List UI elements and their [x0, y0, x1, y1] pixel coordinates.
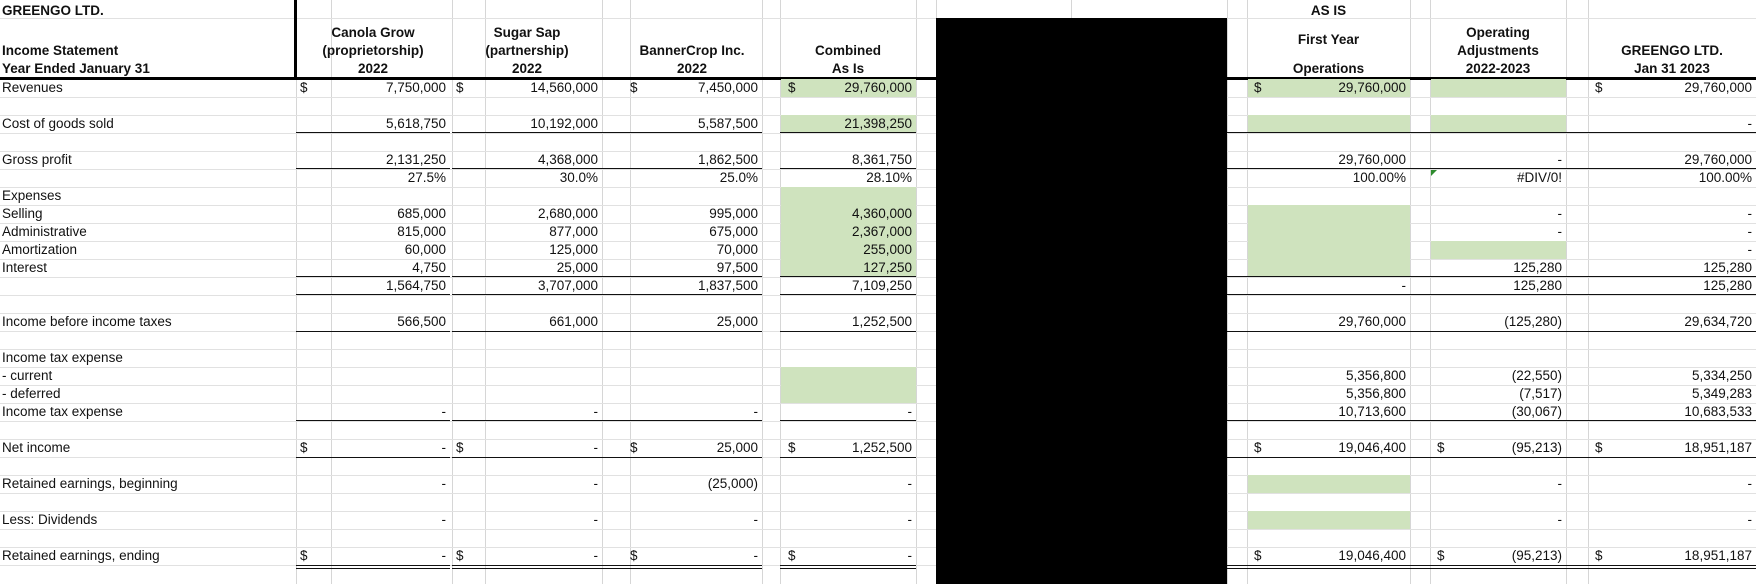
row-label-tax-total: Income tax expense: [2, 404, 123, 419]
double-underline: [780, 565, 916, 569]
greengo-tax-total-value[interactable]: 10,683,533: [1684, 404, 1752, 419]
sugar-admin-value[interactable]: 877,000: [549, 224, 598, 239]
opadj-ibt-value[interactable]: (125,280): [1504, 314, 1562, 329]
currency-symbol: $: [1595, 80, 1603, 95]
canola-gross-profit-value[interactable]: 2,131,250: [385, 152, 446, 167]
sugar-tax-total-value[interactable]: -: [593, 404, 598, 419]
total-underline: [602, 420, 762, 421]
total-underline: [296, 457, 450, 458]
total-underline: [602, 457, 762, 458]
currency-symbol: $: [630, 80, 638, 95]
currency-symbol: $: [630, 548, 638, 563]
canola-total-exp-value[interactable]: 1,564,750: [385, 278, 446, 293]
opadj-re-end-value[interactable]: (95,213): [1511, 548, 1562, 563]
canola-re-end-value[interactable]: -: [441, 548, 446, 563]
currency-symbol: $: [788, 440, 796, 455]
double-underline: [1227, 565, 1410, 569]
opadj-gross-profit-value[interactable]: -: [1557, 152, 1562, 167]
column-gridline: [602, 0, 603, 584]
banner-header-line: BannerCrop Inc.: [639, 43, 745, 58]
firstyear-net-income-value[interactable]: 19,046,400: [1338, 440, 1406, 455]
banner-tax-total-value[interactable]: -: [753, 404, 758, 419]
total-underline: [296, 294, 450, 295]
row-label-revenues: Revenues: [2, 80, 63, 95]
banner-cogs-value[interactable]: 5,587,500: [697, 116, 758, 131]
row-label-re-begin: Retained earnings, beginning: [2, 476, 178, 491]
combined-gross-profit-value[interactable]: 8,361,750: [851, 152, 912, 167]
currency-symbol: $: [1254, 440, 1262, 455]
firstyear-gross-profit-value[interactable]: 29,760,000: [1338, 152, 1406, 167]
combined-ibt-value[interactable]: 1,252,500: [851, 314, 912, 329]
greengo-net-income-value[interactable]: 18,951,187: [1684, 440, 1752, 455]
banner-re-end-value[interactable]: -: [753, 548, 758, 563]
row-label-cogs: Cost of goods sold: [2, 116, 114, 131]
total-underline: [602, 331, 762, 332]
total-underline: [1410, 168, 1566, 169]
total-underline: [1410, 276, 1566, 277]
total-underline: [296, 420, 450, 421]
row-label-expenses: Expenses: [2, 188, 62, 203]
error-flag-icon: [1431, 170, 1437, 176]
banner-interest-value[interactable]: 97,500: [716, 260, 758, 275]
total-underline: [1566, 331, 1756, 332]
greengo-ibt-value[interactable]: 29,634,720: [1684, 314, 1752, 329]
greengo-current-value[interactable]: 5,334,250: [1691, 368, 1752, 383]
currency-symbol: $: [300, 80, 308, 95]
input-cell-fill[interactable]: [781, 367, 916, 403]
sugar-ibt-value[interactable]: 661,000: [549, 314, 598, 329]
firstyear-revenues-value[interactable]: 29,760,000: [1338, 80, 1406, 95]
total-underline: [602, 294, 762, 295]
total-underline: [602, 276, 762, 277]
greengo-interest-value[interactable]: 125,280: [1703, 260, 1752, 275]
opadj-net-income-value[interactable]: (95,213): [1511, 440, 1562, 455]
canola-interest-value[interactable]: 4,750: [412, 260, 446, 275]
double-underline: [602, 565, 762, 569]
canola-tax-total-value[interactable]: -: [441, 404, 446, 419]
row-label-ibt: Income before income taxes: [2, 314, 172, 329]
sugar-net-income-value[interactable]: -: [593, 440, 598, 455]
column-gridline: [916, 0, 917, 584]
combined-header-line: As Is: [831, 61, 865, 76]
row-label-amort: Amortization: [2, 242, 78, 257]
total-underline: [780, 457, 916, 458]
row-gridline: [0, 133, 1756, 134]
total-underline: [780, 331, 916, 332]
opadj-selling-value[interactable]: -: [1557, 206, 1562, 221]
combined-dividends-value[interactable]: -: [907, 512, 912, 527]
sugar-header-line: 2022: [511, 61, 543, 76]
total-underline: [296, 132, 450, 133]
total-underline: [780, 276, 916, 277]
greengo-selling-value[interactable]: -: [1747, 206, 1752, 221]
total-underline: [780, 420, 916, 421]
canola-header-line: 2022: [357, 61, 389, 76]
firstyear-ibt-value[interactable]: 29,760,000: [1338, 314, 1406, 329]
double-underline: [452, 565, 602, 569]
banner-revenues-value[interactable]: 7,450,000: [697, 80, 758, 95]
opadj-header-line: Adjustments: [1457, 43, 1539, 58]
canola-admin-value[interactable]: 815,000: [397, 224, 446, 239]
input-cell-fill[interactable]: [1431, 115, 1566, 133]
redacted-block: [936, 18, 1227, 584]
combined-gp-pct-value[interactable]: 28.10%: [866, 170, 912, 185]
column-gridline: [1566, 0, 1567, 584]
greengo-gp-pct-value[interactable]: 100.00%: [1698, 170, 1752, 185]
combined-total-exp-value[interactable]: 7,109,250: [851, 278, 912, 293]
opadj-dividends-value[interactable]: -: [1557, 512, 1562, 527]
total-underline: [1227, 132, 1410, 133]
opadj-header-line: 2022-2023: [1465, 61, 1531, 76]
firstyear-gp-pct-value[interactable]: 100.00%: [1352, 170, 1406, 185]
banner-gp-pct-value[interactable]: 25.0%: [719, 170, 758, 185]
greengo-revenues-value[interactable]: 29,760,000: [1684, 80, 1752, 95]
canola-amort-value[interactable]: 60,000: [404, 242, 446, 257]
banner-net-income-value[interactable]: 25,000: [716, 440, 758, 455]
statement-period: Year Ended January 31: [2, 61, 150, 76]
sugar-total-exp-value[interactable]: 3,707,000: [537, 278, 598, 293]
statement-title: Income Statement: [2, 43, 119, 58]
canola-revenues-value[interactable]: 7,750,000: [385, 80, 446, 95]
sugar-selling-value[interactable]: 2,680,000: [537, 206, 598, 221]
total-underline: [780, 132, 916, 133]
currency-symbol: $: [300, 440, 308, 455]
row-label-re-end: Retained earnings, ending: [2, 548, 160, 563]
row-label-net-income: Net income: [2, 440, 71, 455]
opadj-gp-pct-value[interactable]: #DIV/0!: [1516, 170, 1562, 185]
row-gridline: [0, 295, 1756, 296]
total-underline: [296, 331, 450, 332]
combined-header-line: Combined: [815, 43, 881, 58]
sugar-gp-pct-value[interactable]: 30.0%: [559, 170, 598, 185]
total-underline: [1566, 168, 1756, 169]
canola-net-income-value[interactable]: -: [441, 440, 446, 455]
banner-selling-value[interactable]: 995,000: [709, 206, 758, 221]
total-underline: [1410, 132, 1566, 133]
row-label-deferred: - deferred: [2, 386, 61, 401]
canola-ibt-value[interactable]: 566,500: [397, 314, 446, 329]
row-label-selling: Selling: [2, 206, 43, 221]
opadj-tax-total-value[interactable]: (30,067): [1511, 404, 1562, 419]
input-cell-fill[interactable]: [1248, 475, 1410, 493]
sugar-header-line: Sugar Sap: [493, 25, 561, 40]
combined-amort-value[interactable]: 255,000: [863, 242, 912, 257]
column-gridline: [1227, 0, 1228, 584]
sugar-header-line: (partnership): [485, 43, 569, 58]
banner-dividends-value[interactable]: -: [753, 512, 758, 527]
canola-gp-pct-value[interactable]: 27.5%: [407, 170, 446, 185]
total-underline: [452, 457, 602, 458]
canola-dividends-value[interactable]: -: [441, 512, 446, 527]
total-underline: [452, 276, 602, 277]
greengo-header-line: Jan 31 2023: [1634, 61, 1710, 76]
row-gridline: [0, 421, 1756, 422]
total-underline: [1410, 457, 1566, 458]
total-underline: [1566, 294, 1756, 295]
total-underline: [452, 168, 602, 169]
row-label-gross-profit: Gross profit: [2, 152, 72, 167]
input-cell-fill[interactable]: [1248, 205, 1410, 277]
total-underline: [602, 168, 762, 169]
greengo-deferred-value[interactable]: 5,349,283: [1691, 386, 1752, 401]
combined-interest-value[interactable]: 127,250: [863, 260, 912, 275]
currency-symbol: $: [788, 80, 796, 95]
combined-revenues-value[interactable]: 29,760,000: [844, 80, 912, 95]
combined-selling-value[interactable]: 4,360,000: [851, 206, 912, 221]
total-underline: [780, 168, 916, 169]
firstyear-header-line: Operations: [1292, 61, 1365, 76]
input-cell-fill[interactable]: [1431, 79, 1566, 97]
currency-symbol: $: [300, 548, 308, 563]
total-underline: [1227, 457, 1410, 458]
opadj-total-exp-value[interactable]: 125,280: [1513, 278, 1562, 293]
opadj-re-begin-value[interactable]: -: [1557, 476, 1562, 491]
total-underline: [452, 294, 602, 295]
currency-symbol: $: [1254, 548, 1262, 563]
total-underline: [1227, 276, 1410, 277]
combined-cogs-value[interactable]: 21,398,250: [844, 116, 912, 131]
total-underline: [1566, 276, 1756, 277]
combined-re-begin-value[interactable]: -: [907, 476, 912, 491]
banner-ibt-value[interactable]: 25,000: [716, 314, 758, 329]
combined-tax-total-value[interactable]: -: [907, 404, 912, 419]
input-cell-fill[interactable]: [1248, 511, 1410, 529]
company-name: GREENGO LTD.: [2, 3, 104, 18]
opadj-admin-value[interactable]: -: [1557, 224, 1562, 239]
total-underline: [1227, 168, 1410, 169]
currency-symbol: $: [456, 440, 464, 455]
row-label-current: - current: [2, 368, 53, 383]
greengo-re-end-value[interactable]: 18,951,187: [1684, 548, 1752, 563]
greengo-total-exp-value[interactable]: 125,280: [1703, 278, 1752, 293]
total-underline: [1410, 331, 1566, 332]
greengo-gross-profit-value[interactable]: 29,760,000: [1684, 152, 1752, 167]
banner-amort-value[interactable]: 70,000: [716, 242, 758, 257]
currency-symbol: $: [788, 548, 796, 563]
row-label-admin: Administrative: [2, 224, 87, 239]
input-cell-fill[interactable]: [1248, 115, 1410, 133]
total-underline: [1227, 420, 1410, 421]
sugar-cogs-value[interactable]: 10,192,000: [530, 116, 598, 131]
column-gridline: [762, 0, 763, 584]
sugar-re-end-value[interactable]: -: [593, 548, 598, 563]
currency-symbol: $: [1437, 440, 1445, 455]
currency-symbol: $: [456, 548, 464, 563]
canola-cogs-value[interactable]: 5,618,750: [385, 116, 446, 131]
currency-symbol: $: [1254, 80, 1262, 95]
sugar-interest-value[interactable]: 25,000: [556, 260, 598, 275]
banner-header-line: 2022: [676, 61, 708, 76]
greengo-header-line: GREENGO LTD.: [1621, 43, 1723, 58]
opadj-current-value[interactable]: (22,550): [1511, 368, 1562, 383]
currency-symbol: $: [630, 440, 638, 455]
firstyear-deferred-value[interactable]: 5,356,800: [1345, 386, 1406, 401]
opadj-deferred-value[interactable]: (7,517): [1519, 386, 1562, 401]
canola-re-begin-value[interactable]: -: [441, 476, 446, 491]
total-underline: [296, 276, 450, 277]
sugar-revenues-value[interactable]: 14,560,000: [530, 80, 598, 95]
column-gridline: [1410, 0, 1411, 584]
total-underline: [1410, 420, 1566, 421]
currency-symbol: $: [1437, 548, 1445, 563]
canola-selling-value[interactable]: 685,000: [397, 206, 446, 221]
sugar-gross-profit-value[interactable]: 4,368,000: [537, 152, 598, 167]
firstyear-current-value[interactable]: 5,356,800: [1345, 368, 1406, 383]
input-cell-fill[interactable]: [1431, 241, 1566, 259]
combined-re-end-value[interactable]: -: [907, 548, 912, 563]
row-gridline: [0, 493, 1756, 494]
opadj-header-line: Operating: [1466, 25, 1530, 40]
firstyear-header-line: First Year: [1297, 32, 1360, 47]
sugar-amort-value[interactable]: 125,000: [549, 242, 598, 257]
currency-symbol: $: [1595, 548, 1603, 563]
row-label-interest: Interest: [2, 260, 48, 275]
canola-header-line: Canola Grow: [331, 25, 415, 40]
row-label-dividends: Less: Dividends: [2, 512, 98, 527]
total-underline: [296, 168, 450, 169]
canola-header-line: (proprietorship): [322, 43, 424, 58]
total-underline: [452, 331, 602, 332]
opadj-interest-value[interactable]: 125,280: [1513, 260, 1562, 275]
sugar-re-begin-value[interactable]: -: [593, 476, 598, 491]
total-underline: [452, 132, 602, 133]
greengo-cogs-value[interactable]: -: [1747, 116, 1752, 131]
total-underline: [452, 420, 602, 421]
double-underline: [296, 565, 450, 569]
row-gridline: [0, 529, 1756, 530]
row-gridline: [0, 97, 1756, 98]
firstyear-re-end-value[interactable]: 19,046,400: [1338, 548, 1406, 563]
banner-total-exp-value[interactable]: 1,837,500: [697, 278, 758, 293]
total-underline: [1410, 294, 1566, 295]
currency-symbol: $: [456, 80, 464, 95]
total-underline: [1227, 331, 1410, 332]
banner-re-begin-value[interactable]: (25,000): [707, 476, 758, 491]
firstyear-tax-total-value[interactable]: 10,713,600: [1338, 404, 1406, 419]
combined-admin-value[interactable]: 2,367,000: [851, 224, 912, 239]
currency-symbol: $: [1595, 440, 1603, 455]
combined-net-income-value[interactable]: 1,252,500: [851, 440, 912, 455]
banner-admin-value[interactable]: 675,000: [709, 224, 758, 239]
sugar-dividends-value[interactable]: -: [593, 512, 598, 527]
total-underline: [1566, 457, 1756, 458]
firstyear-total-exp-value[interactable]: -: [1401, 278, 1406, 293]
row-label-tax-hdr: Income tax expense: [2, 350, 123, 365]
total-underline: [780, 294, 916, 295]
greengo-amort-value[interactable]: -: [1747, 242, 1752, 257]
total-underline: [1227, 294, 1410, 295]
greengo-dividends-value[interactable]: -: [1747, 512, 1752, 527]
double-underline: [1566, 565, 1756, 569]
as-is-label: AS IS: [1310, 3, 1347, 18]
double-underline: [1410, 565, 1566, 569]
greengo-re-begin-value[interactable]: -: [1747, 476, 1752, 491]
banner-gross-profit-value[interactable]: 1,862,500: [697, 152, 758, 167]
total-underline: [602, 132, 762, 133]
total-underline: [1566, 420, 1756, 421]
total-underline: [1566, 132, 1756, 133]
greengo-admin-value[interactable]: -: [1747, 224, 1752, 239]
